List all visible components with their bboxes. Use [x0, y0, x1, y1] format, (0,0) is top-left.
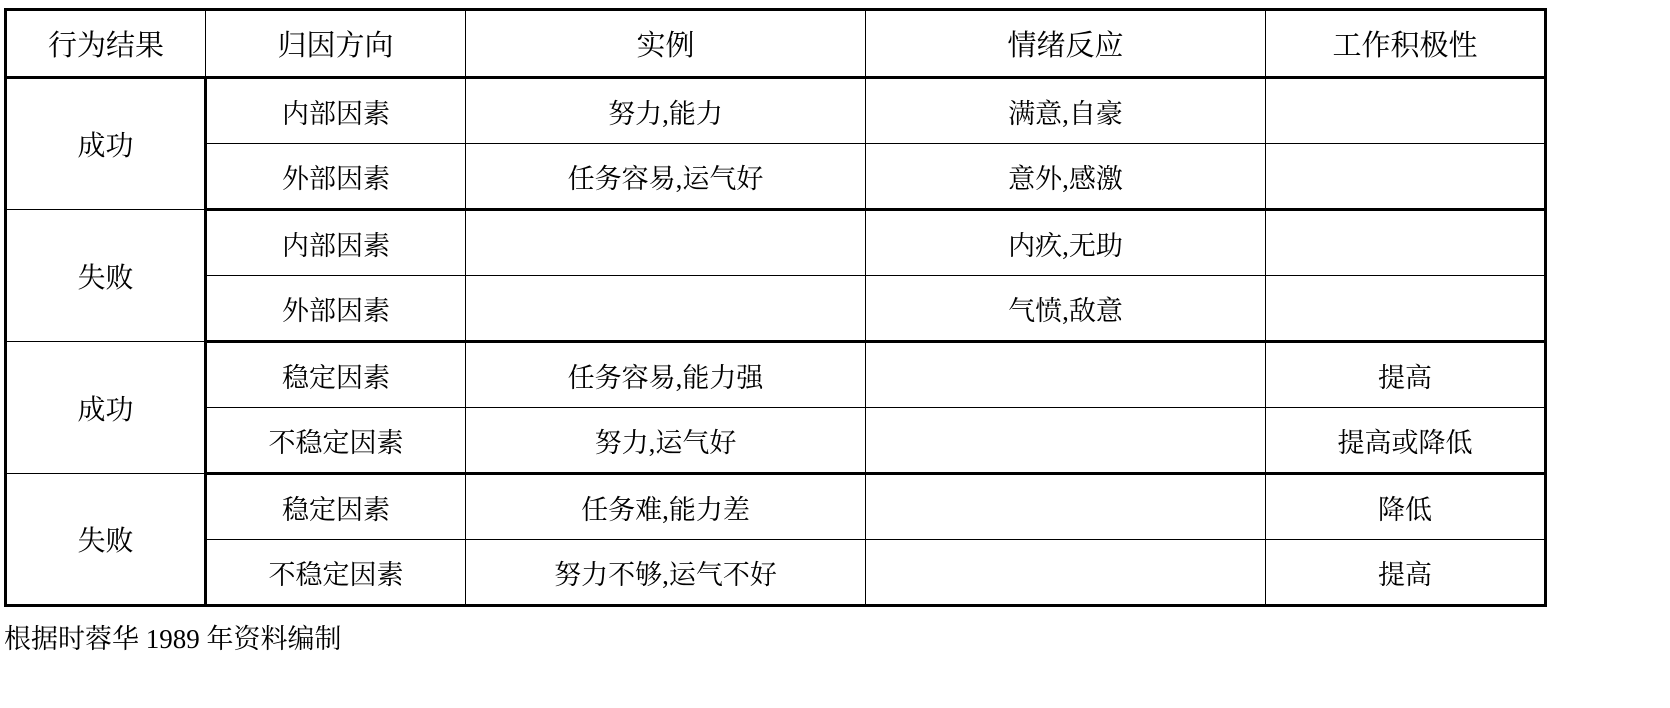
cell-example: 任务容易,运气好	[466, 144, 866, 210]
table-row	[6, 210, 1546, 276]
table-header	[6, 10, 1546, 78]
table-row	[6, 474, 1546, 540]
cell-motivation: 提高或降低	[1266, 408, 1546, 474]
header-cell-motivation: 工作积极性	[1266, 10, 1546, 78]
cell-outcome: 成功	[6, 342, 206, 474]
cell-emotion	[866, 474, 1266, 540]
table-row	[6, 408, 1546, 474]
cell-motivation	[1266, 210, 1546, 276]
header-cell-direction: 归因方向	[206, 10, 466, 78]
cell-example: 任务容易,能力强	[466, 342, 866, 408]
cell-emotion	[866, 342, 1266, 408]
cell-example: 努力,能力	[466, 78, 866, 144]
table-body	[6, 78, 1546, 606]
header-cell-outcome: 行为结果	[6, 10, 206, 78]
document-page	[0, 8, 1670, 708]
cell-motivation: 降低	[1266, 474, 1546, 540]
cell-motivation	[1266, 78, 1546, 144]
table-row	[6, 144, 1546, 210]
cell-outcome: 失败	[6, 210, 206, 342]
table-row	[6, 342, 1546, 408]
cell-outcome: 失败	[6, 474, 206, 606]
attribution-table	[4, 8, 1547, 607]
cell-outcome: 成功	[6, 78, 206, 210]
cell-example: 任务难,能力差	[466, 474, 866, 540]
cell-emotion: 满意,自豪	[866, 78, 1266, 144]
cell-direction: 不稳定因素	[206, 540, 466, 606]
cell-direction: 外部因素	[206, 144, 466, 210]
cell-emotion: 气愤,敌意	[866, 276, 1266, 342]
table-row	[6, 276, 1546, 342]
cell-example: 努力不够,运气不好	[466, 540, 866, 606]
cell-direction: 内部因素	[206, 78, 466, 144]
table-row	[6, 540, 1546, 606]
cell-example	[466, 210, 866, 276]
cell-example	[466, 276, 866, 342]
cell-motivation	[1266, 144, 1546, 210]
header-cell-emotion: 情绪反应	[866, 10, 1266, 78]
cell-emotion: 内疚,无助	[866, 210, 1266, 276]
cell-emotion	[866, 408, 1266, 474]
cell-emotion	[866, 540, 1266, 606]
cell-emotion: 意外,感激	[866, 144, 1266, 210]
cell-motivation: 提高	[1266, 342, 1546, 408]
cell-motivation: 提高	[1266, 540, 1546, 606]
cell-direction: 内部因素	[206, 210, 466, 276]
header-cell-example: 实例	[466, 10, 866, 78]
cell-direction: 稳定因素	[206, 474, 466, 540]
table-row	[6, 78, 1546, 144]
table-header-row	[6, 10, 1546, 78]
cell-direction: 不稳定因素	[206, 408, 466, 474]
cell-motivation	[1266, 276, 1546, 342]
source-note: 根据时蓉华 1989 年资料编制	[4, 624, 342, 654]
cell-example: 努力,运气好	[466, 408, 866, 474]
cell-direction: 稳定因素	[206, 342, 466, 408]
cell-direction: 外部因素	[206, 276, 466, 342]
